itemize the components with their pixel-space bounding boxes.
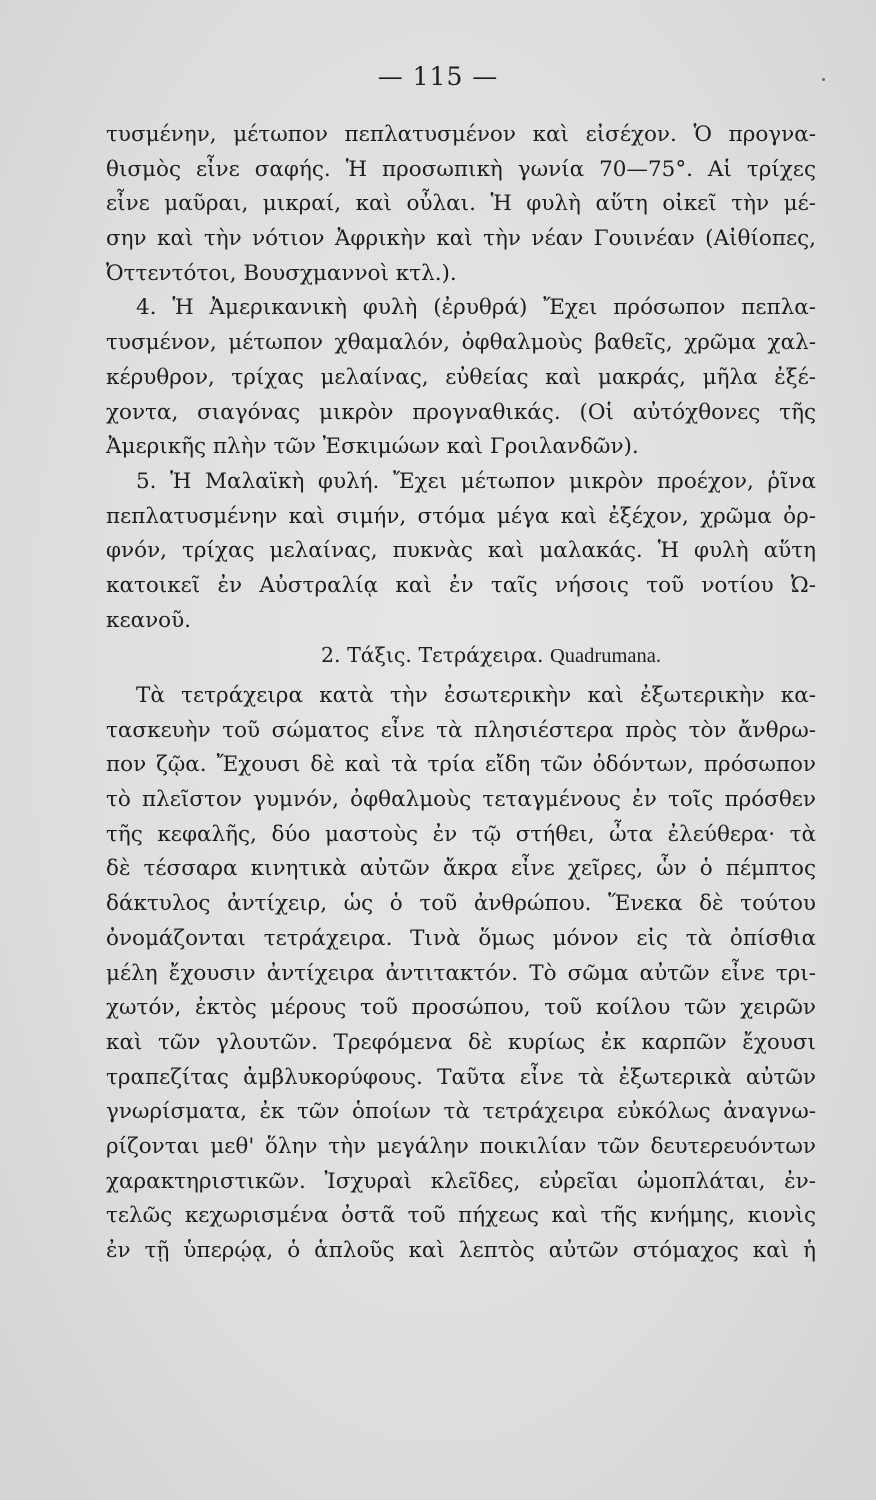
text-line: μέλη ἔχουσιν ἀντίχειρα ἀντιτακτόν. Τὸ σῶμα αὐτῶν εἶνε τρι- [106, 960, 816, 986]
text-line: τῆς κεφαλῆς, δύο μαστοὺς ἐν τῷ στήθει, ὦτα ἐλεύθερα· τὰ [106, 821, 816, 847]
text-line: κεανοῦ. [106, 607, 192, 633]
text-line: πεπλατυσμένην καὶ σιμήν, στόμα μέγα καὶ ἐξέχον, χρῶμα ὀρ- [106, 503, 816, 529]
text-line: Ὀττεντότοι, Βουσχμαννοὶ κτλ.). [106, 260, 457, 286]
text-line: ὀνομάζονται τετράχειρα. Τινὰ ὅμως μόνον εἰς τὰ ὀπίσθια [106, 925, 816, 951]
text-line: πον ζῷα. Ἔχουσι δὲ καὶ τὰ τρία εἴδη τῶν ὀδόντων, πρόσωπον [106, 752, 816, 778]
text-line: γνωρίσματα, ἐκ τῶν ὁποίων τὰ τετράχειρα εὐκόλως ἀναγνω- [106, 1099, 816, 1125]
text-line: τραπεζίτας ἀμβλυκορύφους. Ταῦτα εἶνε τὰ ἐξωτερικὰ αὐτῶν [106, 1064, 816, 1090]
text-line: Ἀμερικῆς πλὴν τῶν Ἐσκιμώων καὶ Γροιλανδῶν). [106, 434, 639, 460]
paper-speck [822, 78, 825, 81]
text-line: χοντα, σιαγόνας μικρὸν προγναθικάς. (Οἱ αὐτόχθονες τῆς [106, 399, 816, 425]
text-line: κέρυθρον, τρίχας μελαίνας, εὐθείας καὶ μακράς, μῆλα ἐξέ- [106, 364, 816, 390]
text-line: χωτόν, ἐκτὸς μέρους τοῦ προσώπου, τοῦ κοίλου τῶν χειρῶν [106, 995, 816, 1021]
text-line: θισμὸς εἶνε σαφής. Ἡ προσωπικὴ γωνία 70—75°. Αἱ τρίχες [106, 156, 816, 182]
text-line: εἶνε μαῦραι, μικραί, καὶ οὖλαι. Ἡ φυλὴ αὕτη οἰκεῖ τὴν μέ- [106, 191, 816, 217]
text-line: τυσμένην, μέτωπον πεπλατυσμένον καὶ εἰσέχον. Ὁ προγνα- [106, 122, 816, 147]
text-line: 4. Ἡ Ἀμερικανικὴ φυλὴ (ἐρυθρά) Ἔχει πρόσωπον πεπλα- [136, 295, 816, 321]
body-text [106, 118, 816, 1269]
text-line: σην καὶ τὴν νότιον Ἀφρικὴν καὶ τὴν νέαν Γουινέαν (Αἰθίοπες, [106, 226, 816, 252]
text-line: τὸ πλεῖστον γυμνόν, ὀφθαλμοὺς τεταγμένους ἐν τοῖς πρόσθεν [106, 787, 816, 813]
text-line: τυσμένον, μέτωπον χθαμαλόν, ὀφθαλμοὺς βαθεῖς, χρῶμα χαλ- [106, 330, 816, 356]
section-heading [106, 638, 816, 673]
text-line: κατοικεῖ ἐν Αὐστραλίᾳ καὶ ἐν ταῖς νήσοις τοῦ νοτίου Ὠ- [106, 572, 816, 598]
section-latin-title: Quadrumana. [550, 645, 661, 668]
section-greek-title: Τάξις. Τετράχειρα. [347, 643, 544, 668]
text-line: τελῶς κεχωρισμένα ὀστᾶ τοῦ πήχεως καὶ τῆς κνήμης, κιονὶς [106, 1203, 816, 1229]
text-line: Τὰ τετράχειρα κατὰ τὴν ἐσωτερικὴν καὶ ἐξωτερικὴν κα- [136, 683, 816, 708]
text-line: ρίζονται μεθ' ὅλην τὴν μεγάλην ποικιλίαν τῶν δευτερευόντων [106, 1133, 816, 1159]
text-line: τασκευὴν τοῦ σώματος εἶνε τὰ πλησιέστερα πρὸς τὸν ἄνθρω- [106, 717, 816, 743]
text-line: 5. Ἡ Μαλαϊκὴ φυλή. Ἔχει μέτωπον μικρὸν προέχον, ῥῖνα [136, 468, 816, 494]
text-line: δὲ τέσσαρα κινητικὰ αὐτῶν ἄκρα εἶνε χεῖρες, ὧν ὁ πέμπτος [106, 856, 816, 882]
text-line: χαρακτηριστικῶν. Ἰσχυραὶ κλεῖδες, εὐρεῖαι ὠμοπλάται, ἐν- [106, 1168, 816, 1194]
section-number: 2. [320, 643, 341, 668]
text-line: καὶ τῶν γλουτῶν. Τρεφόμενα δὲ κυρίως ἐκ καρπῶν ἔχουσι [106, 1029, 816, 1055]
text-line: φνόν, τρίχας μελαίνας, πυκνὰς καὶ μαλακάς. Ἡ φυλὴ αὕτη [106, 538, 816, 564]
text-line: ἐν τῇ ὑπερῴᾳ, ὁ ἁπλοῦς καὶ λεπτὸς αὐτῶν στόμαχος καὶ ἡ [106, 1238, 816, 1263]
text-line: δάκτυλος ἀντίχειρ, ὡς ὁ τοῦ ἀνθρώπου. Ἕνεκα δὲ τούτου [106, 891, 816, 917]
page-number: — 115 — [377, 62, 499, 91]
